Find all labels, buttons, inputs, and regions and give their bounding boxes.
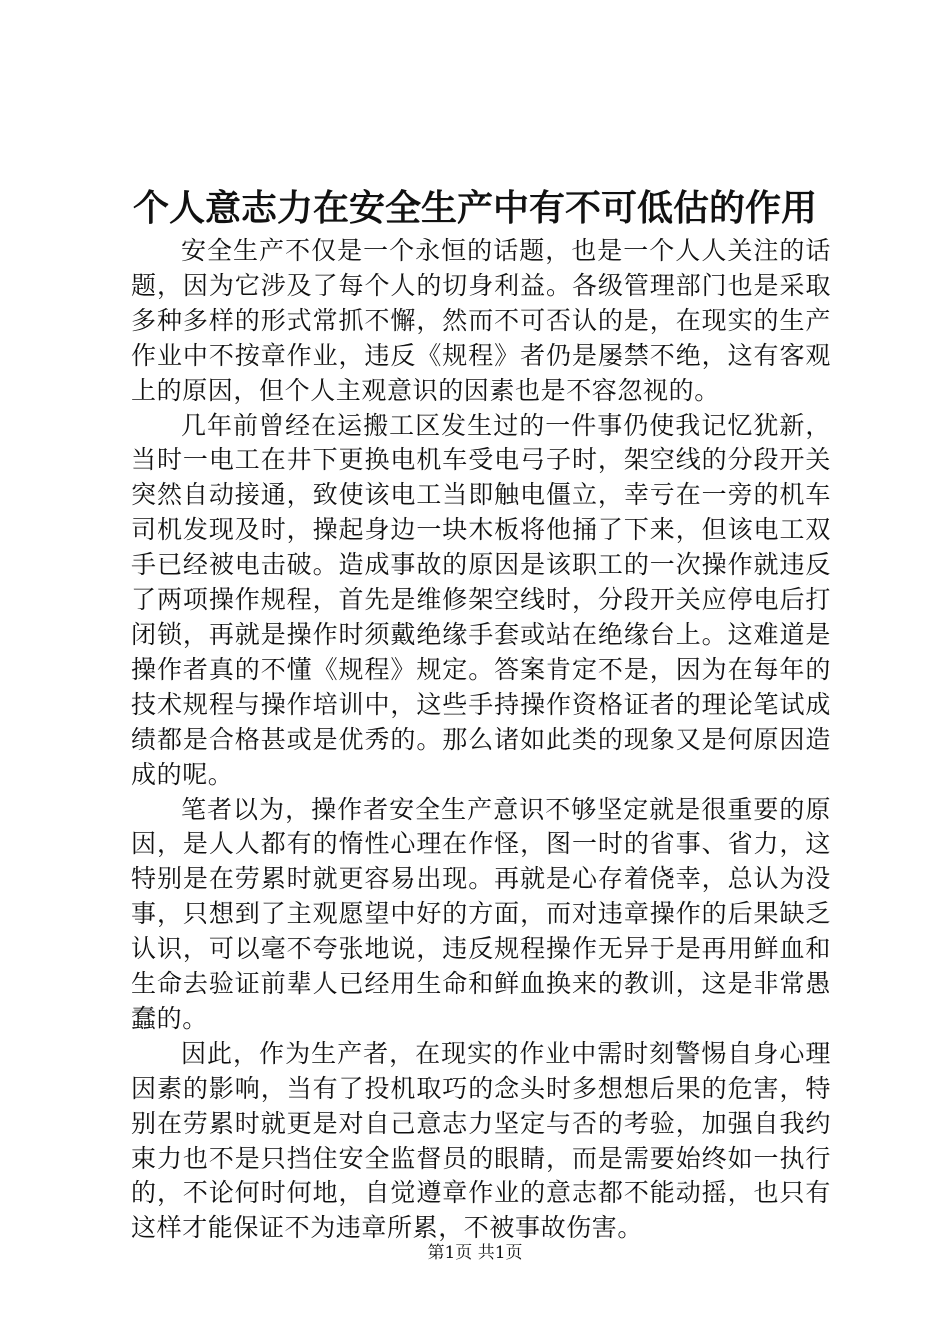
page-number-footer: 第1页 共1页 [427, 1243, 523, 1263]
paragraph-3: 笔者以为，操作者安全生产意识不够坚定就是很重要的原因，是人人都有的惰性心理在作怪，图一时的省事、省力，这特别是在劳累时就更容易出现。再就是心存着侥幸，总认为没事，只想到了主观愿望中好的方面，而对违章操作的后果缺乏认识，可以毫不夸张地说，违反规程操作无异于是再用鲜血和生命去验证前辈人已经用生命和鲜血换来的教训，这是非常愚蠢的。 [131, 794, 831, 1033]
paragraph-2: 几年前曾经在运搬工区发生过的一件事仍使我记忆犹新，当时一电工在井下更换电机车受电弓子时，架空线的分段开关突然自动接通，致使该电工当即触电僵立，幸亏在一旁的机车司机发现及时，操起身边一块木板将他捅了下来，但该电工双手已经被电击破。造成事故的原因是该职工的一次操作就违反了两项操作规程，首先是维修架空线时，分段开关应停电后打闭锁，再就是操作时须戴绝缘手套或站在绝缘台上。这难道是操作者真的不懂《规程》规定。答案肯定不是，因为在每年的技术规程与操作培训中，这些手持操作资格证者的理论笔试成绩都是合格甚或是优秀的。那么诸如此类的现象又是何原因造成的呢。 [131, 410, 831, 789]
paragraph-4: 因此，作为生产者，在现实的作业中需时刻警惕自身心理因素的影响，当有了投机取巧的念头时多想想后果的危害，特别在劳累时就更是对自己意志力坚定与否的考验，加强自我约束力也不是只挡住安全监督员的眼睛，而是需要始终如一执行的，不论何时何地，自觉遵章作业的意志都不能动摇，也只有这样才能保证不为违章所累，不被事故伤害。 [131, 1038, 831, 1243]
document-body [131, 234, 831, 1246]
document-title: 个人意志力在安全生产中有不可低估的作用 [132, 187, 817, 229]
paragraph-1: 安全生产不仅是一个永恒的话题，也是一个人人关注的话题，因为它涉及了每个人的切身利益。各级管理部门也是采取多种多样的形式常抓不懈，然而不可否认的是，在现实的生产作业中不按章作业，违反《规程》者仍是屡禁不绝，这有客观上的原因，但个人主观意识的因素也是不容忽视的。 [131, 236, 831, 405]
